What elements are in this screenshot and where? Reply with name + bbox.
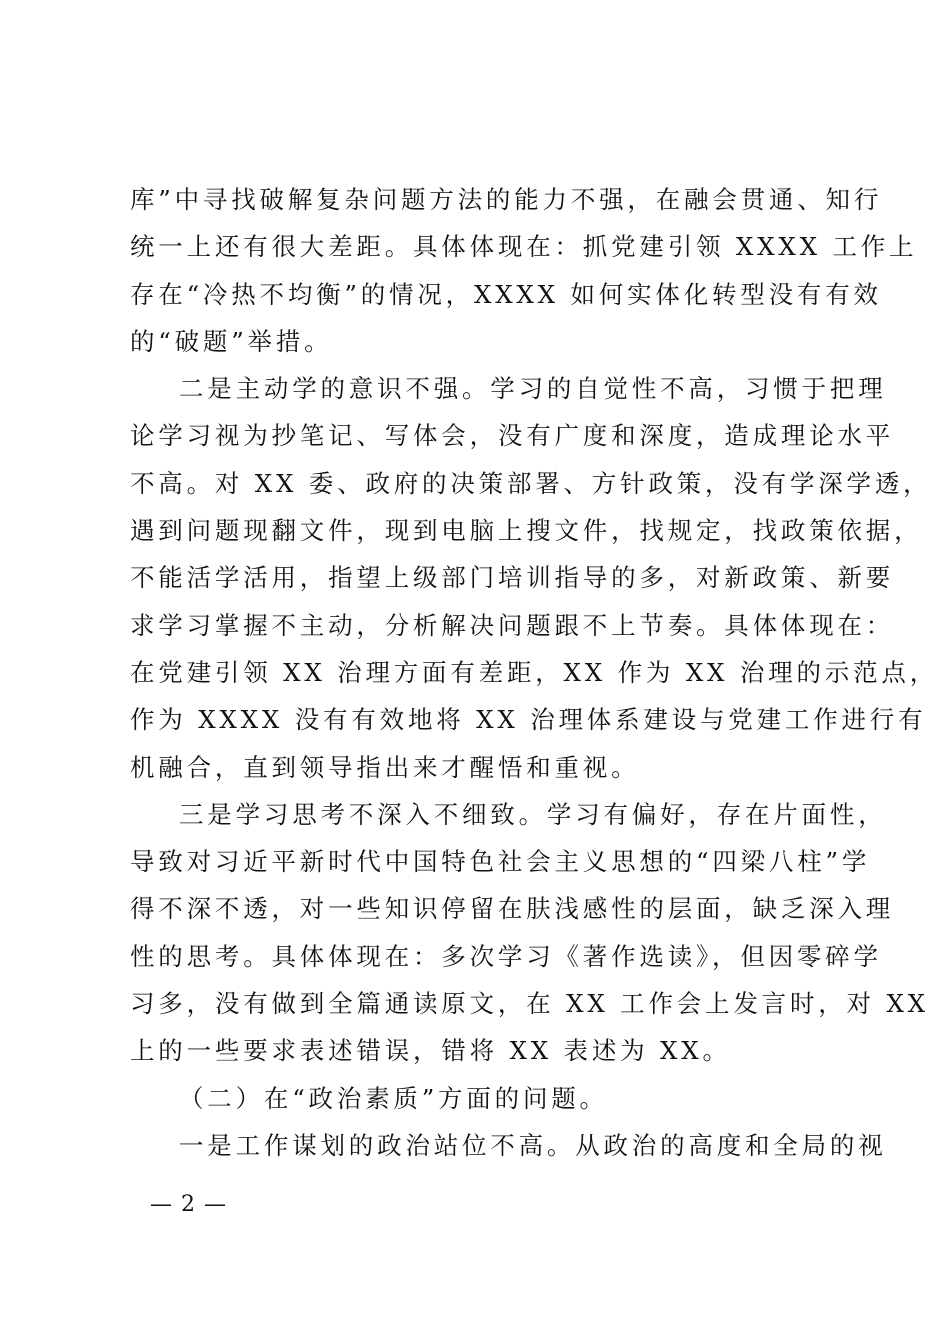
text-line: 性的思考。具体体现在：多次学习《著作选读》，但因零碎学 (130, 941, 882, 971)
text-line: 导致对习近平新时代中国特色社会主义思想的“四梁八柱”学 (130, 847, 871, 877)
text-line: 不高。对 XX 委、政府的决策部署、方针政策，没有学深学透， (130, 468, 932, 498)
document-body (130, 176, 938, 1169)
text-line: 不能活学活用，指望上级部门培训指导的多，对新政策、新要 (130, 563, 895, 593)
paragraph-first-line: 三是学习思考不深入不细致。学习有偏好，存在片面性， (179, 799, 887, 829)
text-line: 统一上还有很大差距。具体体现在：抓党建引领 XXXX 工作上 (130, 232, 918, 262)
text-line: 习多，没有做到全篇通读原文，在 XX 工作会上发言时，对 XX (130, 989, 929, 1019)
text-line: 遇到问题现翻文件，现到电脑上搜文件，找规定，找政策依据， (130, 516, 923, 546)
text-line: 在党建引领 XX 治理方面有差距，XX 作为 XX 治理的示范点， (130, 657, 938, 687)
text-line: 论学习视为抄笔记、写体会，没有广度和深度，造成理论水平 (130, 421, 895, 451)
paragraph-first-line: 一是工作谋划的政治站位不高。从政治的高度和全局的视 (179, 1130, 887, 1160)
page-number: — 2 — (150, 1192, 227, 1217)
text-line: 作为 XXXX 没有有效地将 XX 治理体系建设与党建工作进行有 (130, 705, 927, 735)
text-line: 的“破题”举措。 (130, 326, 333, 356)
text-line: 上的一些要求表述错误，错将 XX 表述为 XX。 (130, 1036, 731, 1066)
section-heading: （二）在“政治素质”方面的问题。 (179, 1083, 608, 1113)
text-line: 得不深不透，对一些知识停留在肤浅感性的层面，缺乏深入理 (130, 894, 895, 924)
paragraph-first-line: 二是主动学的意识不强。学习的自觉性不高，习惯于把理 (179, 374, 887, 404)
text-line: 存在“冷热不均衡”的情况，XXXX 如何实体化转型没有有效 (130, 279, 882, 309)
text-line: 库”中寻找破解复杂问题方法的能力不强，在融会贯通、知行 (130, 185, 883, 214)
text-line: 机融合，直到领导指出来才醒悟和重视。 (130, 752, 640, 782)
text-line: 求学习掌握不主动，分析解决问题跟不上节奏。具体体现在： (130, 610, 895, 640)
